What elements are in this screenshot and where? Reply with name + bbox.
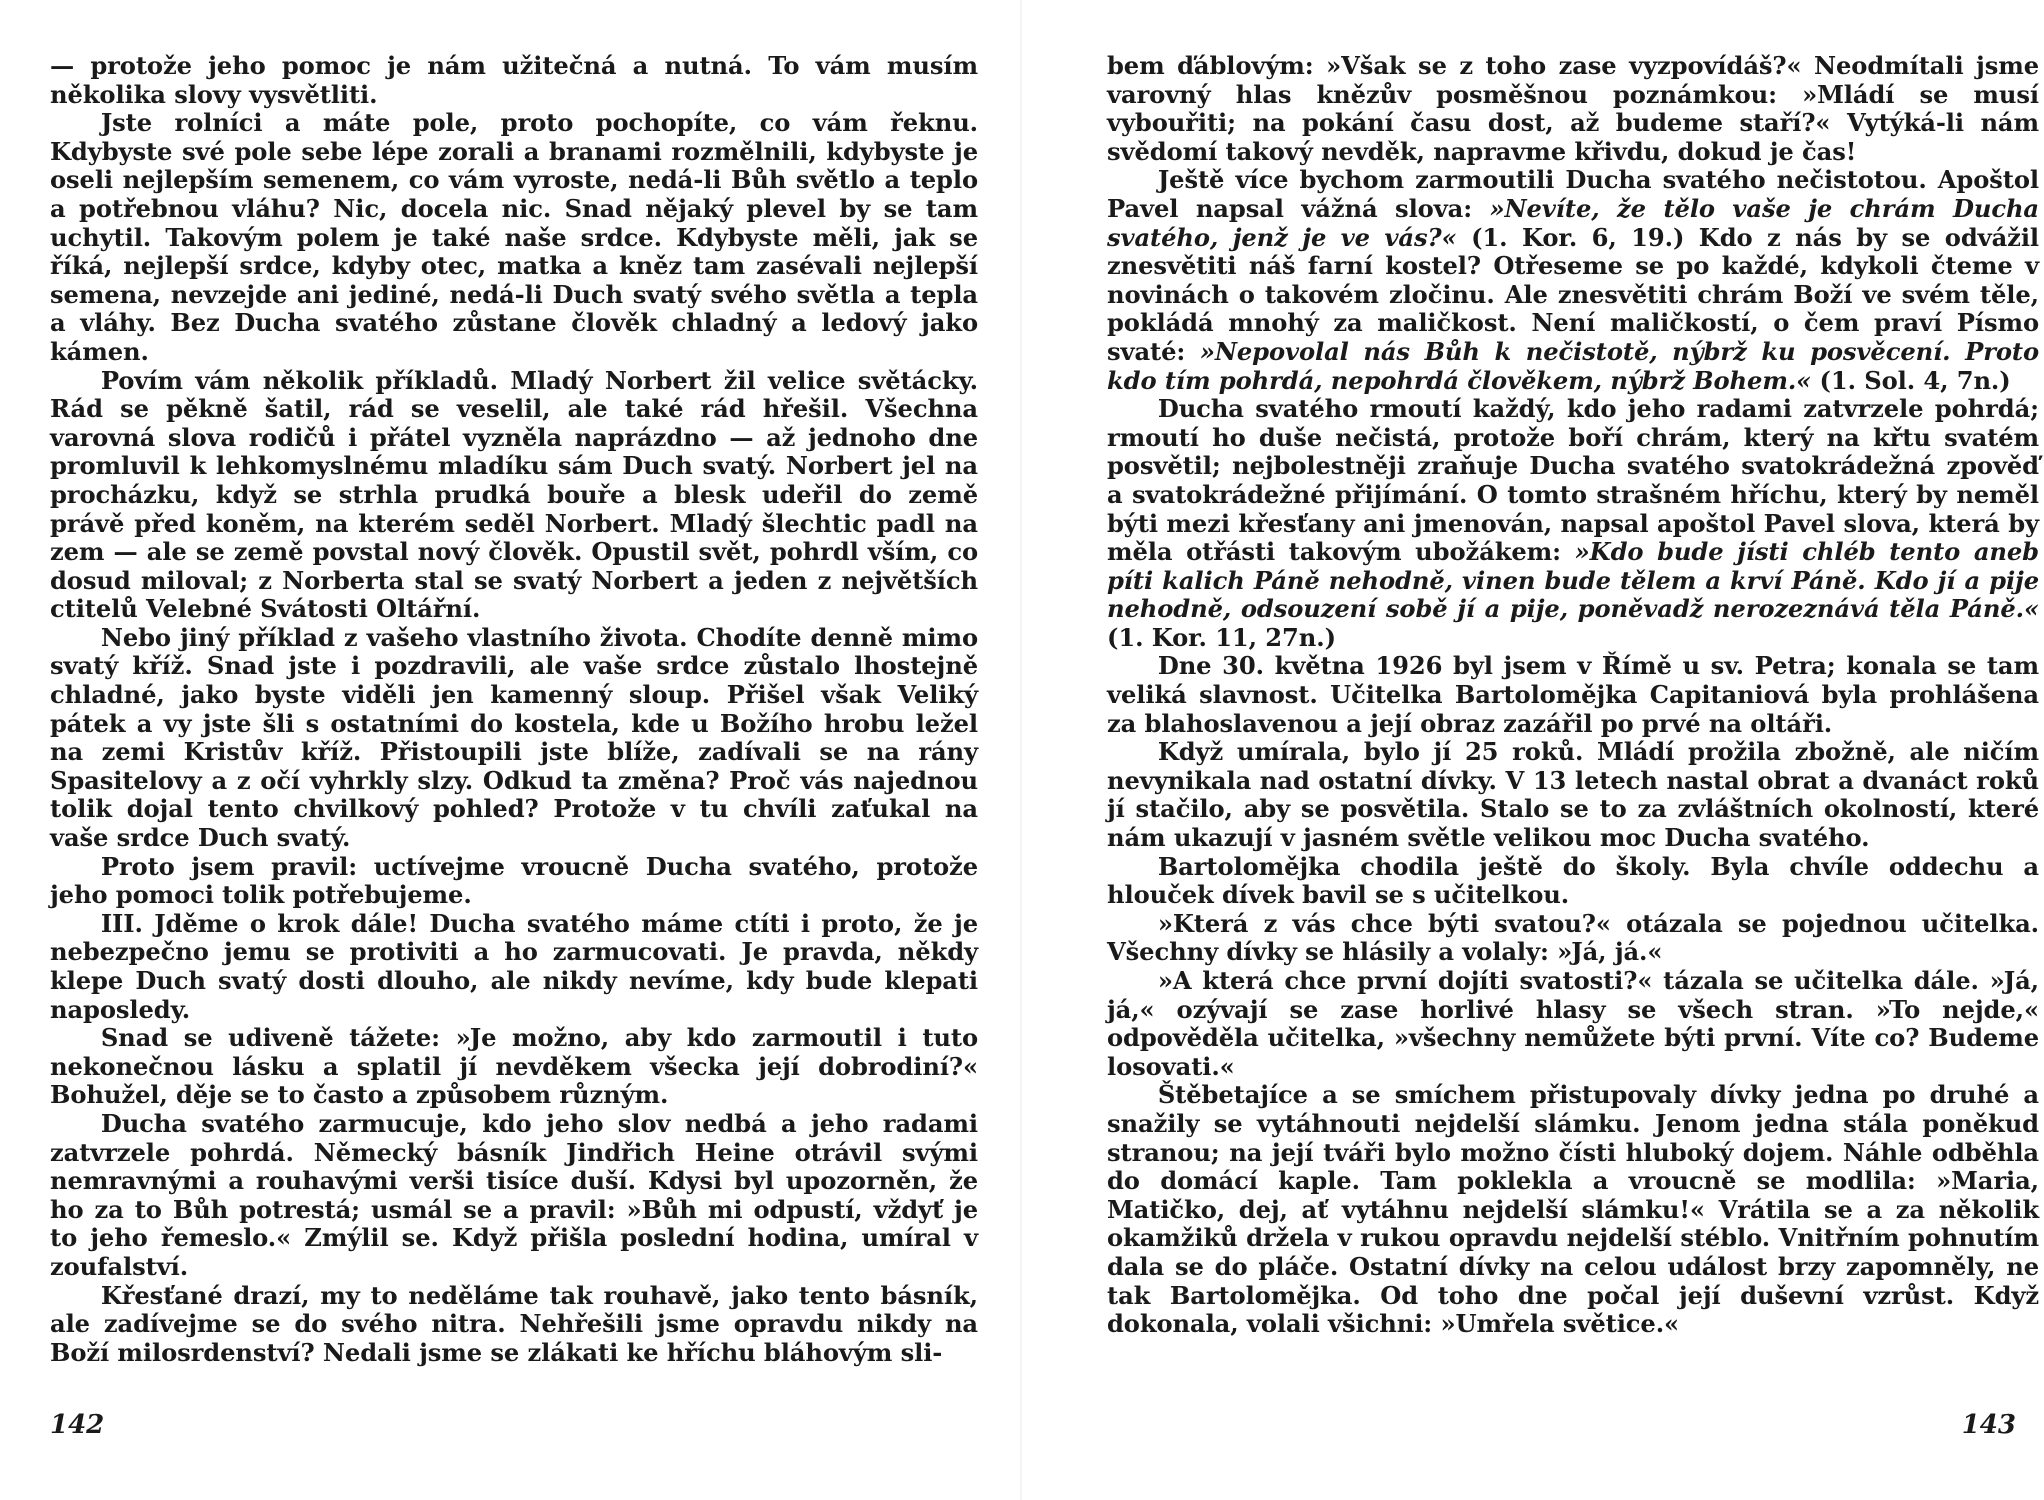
paragraph: Proto jsem pravil: uctívejme vroucně Ducha svatého, protože jeho pomoci tolik potřebujeme. xyxy=(50,851,978,910)
text-run: (1. Kor. 11, 27n.) xyxy=(1107,622,1336,652)
text-run: (1. Kor. 6, 19.) Kdo z nás by se odvážil znesvětiti náš farní kostel? Otřeseme se po každé, kdykoli čteme v novinách o takovém zločinu. Ale znesvětiti chrám Boží ve svém těle, pokládá mnohý za maličkost. Není maličkostí, o čem praví Písmo svaté: xyxy=(1107,222,2039,366)
paragraph: Štěbetajíce a se smíchem přistupovaly dívky jedna po druhé a snažily se vytáhnouti nejdelší slámku. Jenom jedna stála poněkud stranou; na její tváři bylo možno čísti hluboký dojem. Náhle odběhla do domácí kaple. Tam poklekla a vroucně se modlila: »Maria, Matičko, dej, ať vytáhnu nejdelší slámku!« Vrátila se a za několik okamžiků držela v rukou opravdu nejdelší stéblo. Vnitřním pohnutím dala se do pláče. Ostatní dívky na celou událost brzy zapomněly, ne tak Bartolomějka. Od toho dne počal její duševní vzrůst. Když dokonala, volali všichni: »Umřela světice.« xyxy=(1107,1080,2039,1339)
paragraph: Povím vám několik příkladů. Mladý Norbert žil velice světácky. Rád se pěkně šatil, rád se veselil, ale také rád hřešil. Všechna varovná slova rodičů i přátel vyzněla naprázdno — až jednoho dne promluvil k lehkomyslnému mladíku sám Duch svatý. Norbert jel na procházku, když se strhla prudká bouře a blesk udeřil do země právě před koněm, na kterém seděl Norbert. Mladý šlechtic padl na zem — ale se země povstal nový člověk. Opustil svět, pohrdl vším, co dosud miloval; z Norberta stal se svatý Norbert a jeden z největších ctitelů Velebné Svátosti Oltářní. xyxy=(50,365,978,624)
paragraph: — protože jeho pomoc je nám užitečná a nutná. To vám musím několika slovy vysvětliti. xyxy=(50,51,978,109)
paragraph: Ducha svatého zarmucuje, kdo jeho slov nedbá a jeho radami zatvrzele pohrdá. Německý básník Jindřich Heine otrávil svými nemravnými a rouhavými verši tisíce duší. Kdysi byl upozorněn, že ho za to Bůh potrestá; usmál se a pravil: »Bůh mi odpustí, vždyť je to jeho řemeslo.« Zmýlil se. Když přišla poslední hodina, umíral v zoufalství. xyxy=(50,1108,978,1281)
text-run: (1. Sol. 4, 7n.) xyxy=(1811,365,2011,395)
paragraph: Dne 30. května 1926 byl jsem v Římě u sv. Petra; konala se tam veliká slavnost. Učitelka Bartolomějka Capitaniová byla prohlášena za blahoslavenou a její obraz zazářil po prvé na oltáři. xyxy=(1107,651,2039,738)
paragraph: Jste rolníci a máte pole, proto pochopíte, co vám řeknu. Kdybyste své pole sebe lépe zorali a branami rozmělnili, kdybyste je oseli nejlepším semenem, co vám vyroste, nedá-li Bůh světlo a teplo a potřebnou vláhu? Nic, docela nic. Snad nějaký plevel by se tam uchytil. Takovým polem je také naše srdce. Kdybyste měli, jak se říká, nejlepší srdce, kdyby otec, matka a kněz tam zasévali nejlepší semena, nevzejde ani jediné, nedá-li Duch svatý svého světla a tepla a vláhy. Bez Ducha svatého zůstane člověk chladný a ledový jako kámen. xyxy=(50,108,978,366)
paragraph: bem ďáblovým: »Však se z toho zase vyzpovídáš?« Neodmítali jsme varovný hlas knězův posměšnou poznámkou: »Mládí se musí vybouřiti; na pokání času dost, až budeme staří?« Vytýká-li nám svědomí takový nevděk, napravme křivdu, dokud je čas! xyxy=(1107,51,2039,166)
paragraph xyxy=(1107,395,2039,652)
scripture-quote: »Nepovolal nás Bůh k nečistotě, nýbrž ku posvěcení. Proto kdo tím pohrdá, nepohrdá člověkem, nýbrž Bohem.« xyxy=(1107,336,2039,395)
text-run: Ducha svatého rmoutí každý, kdo jeho radami zatvrzele pohrdá; rmoutí ho duše nečistá, protože boří chrám, který na křtu svatém posvětil; nejbolestněji zraňuje Ducha svatého svatokrádežná zpověď a svatokrádežné přijímání. O tomto strašném hříchu, který by neměl býti mezi křesťany ani jmenován, napsal apoštol Pavel slova, která by měla otřásti takovým ubožákem: xyxy=(1107,394,2039,567)
left-page-text xyxy=(50,52,978,1367)
scripture-quote: »Kdo bude jísti chléb tento aneb píti kalich Páně nehodně, vinen bude tělem a krví Páně. Kdo jí a pije nehodně, odsouzení sobě jí a pije, poněvadž nerozeznává těla Páně.« xyxy=(1107,537,2039,624)
paragraph: »Která z vás chce býti svatou?« otázala se pojednou učitelka. Všechny dívky se hlásily a volaly: »Já, já.« xyxy=(1107,908,2039,967)
paragraph: Nebo jiný příklad z vašeho vlastního života. Chodíte denně mimo svatý kříž. Snad jste i pozdravili, ale vaše srdce zůstalo lhostejně chladné, jako byste viděli jen kamenný sloup. Přišel však Veliký pátek a vy jste šli s ostatními do kostela, kde u Božího hrobu ležel na zemi Kristův kříž. Přistoupili jste blíže, zadívali se na rány Spasitelovy a z očí vyhrkly slzy. Odkud ta změna? Proč vás najednou tolik dojal tento chvilkový pohled? Protože v tu chvíli zaťukal na vaše srdce Duch svatý. xyxy=(50,622,978,853)
paragraph xyxy=(1107,166,2039,395)
page-number: 143 xyxy=(1961,1410,2016,1440)
right-page xyxy=(1022,0,2044,1500)
paragraph: Bartolomějka chodila ještě do školy. Byla chvíle oddechu a hlouček dívek bavil se s učitelkou. xyxy=(1107,851,2039,910)
paragraph: »A která chce první dojíti svatosti?« tázala se učitelka dále. »Já, já,« ozývají se zase horlivé hlasy se všech stran. »To nejde,« odpověděla učitelka, »všechny nemůžete býti první. Víte co? Budeme losovati.« xyxy=(1107,966,2039,1081)
paragraph: III. Jděme o krok dále! Ducha svatého máme ctíti i proto, že je nebezpečno jemu se protiviti a ho zarmucovati. Je pravda, někdy klepe Duch svatý dosti dlouho, ale nikdy nevíme, kdy bude klepati naposledy. xyxy=(50,908,978,1024)
page-number: 142 xyxy=(50,1410,105,1440)
text-run: Ještě více bychom zarmoutili Ducha svatého nečistotou. Apoštol Pavel napsal vážná slova: xyxy=(1107,165,2039,223)
paragraph: Když umírala, bylo jí 25 roků. Mládí prožila zbožně, ale ničím nevynikala nad ostatní dívky. V 13 letech nastal obrat a dvanáct roků jí stačilo, aby se posvětila. Stalo se to za zvláštních okolností, které nám ukazují v jasném světle velikou moc Ducha svatého. xyxy=(1107,737,2039,853)
paragraph: Křesťané drazí, my to neděláme tak rouhavě, jako tento básník, ale zadívejme se do svého nitra. Nehřešili jsme opravdu nikdy na Boží milosrdenství? Nedali jsme se zlákati ke hříchu bláhovým sli- xyxy=(50,1280,978,1367)
right-page-text xyxy=(1107,52,2039,1339)
paragraph: Snad se udiveně tážete: »Je možno, aby kdo zarmoutil i tuto nekonečnou lásku a splatil jí nevděkem všecka její dobrodiní?« Bohužel, děje se to často a způsobem různým. xyxy=(50,1023,978,1110)
scripture-quote: »Nevíte, že tělo vaše je chrám Ducha svatého, jenž je ve vás?« xyxy=(1107,193,2039,252)
